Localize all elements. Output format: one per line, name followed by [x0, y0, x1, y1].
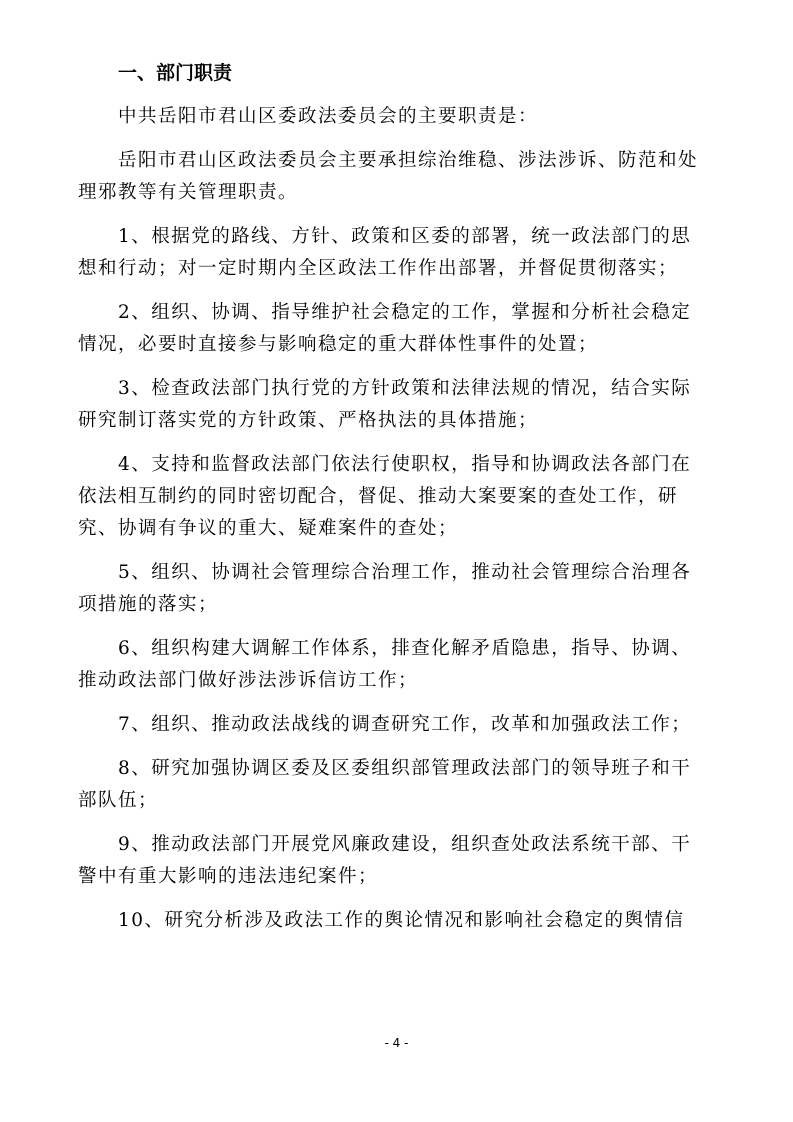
duty-item-10: 10、研究分析涉及政法工作的舆论情况和影响社会稳定的舆情信: [118, 910, 685, 931]
spacer: [118, 285, 706, 297]
section-heading: 一、部门职责: [118, 62, 233, 84]
duty-item-2: 2、组织、协调、指导维护社会稳定的工作，掌握和分析社会稳定情况，必要时直接参与影响稳定的重大群体性事件的处置；: [78, 302, 692, 355]
duty-item-5: 5、组织、协调社会管理综合治理工作，推动社会管理综合治理各项措施的落实；: [78, 562, 692, 615]
spacer: [118, 133, 706, 145]
duty-item-3: 3、检查政法部门执行党的方针政策和法律法规的情况，结合实际研究制订落实党的方针政策、严格执法的具体措施；: [78, 378, 692, 431]
duty-item-8: 8、研究加强协调区委及区委组织部管理政法部门的领导班子和干部队伍；: [78, 758, 692, 811]
spacer: [118, 437, 706, 449]
intro-paragraph: 中共岳阳市君山区委政法委员会的主要职责是：: [118, 106, 539, 127]
spacer: [118, 697, 706, 709]
duty-item-9: 9、推动政法部门开展党风廉政建设，组织查处政法系统干部、干警中有重大影响的违法违纪案件；: [78, 834, 692, 887]
duty-item-6: 6、组织构建大调解工作体系，排查化解矛盾隐患，指导、协调、推动政法部门做好涉法涉诉信访工作；: [78, 638, 692, 691]
duty-item-1: 1、根据党的路线、方针、政策和区委的部署，统一政法部门的思想和行动；对一定时期内全区政法工作作出部署，并督促贯彻落实；: [78, 226, 692, 279]
page-number: - 4 -: [384, 1036, 409, 1050]
spacer: [118, 621, 706, 633]
spacer: [118, 817, 706, 829]
spacer: [118, 89, 706, 101]
duty-item-4: 4、支持和监督政法部门依法行使职权，指导和协调政法各部门在依法相互制约的同时密切配合，督促、推动大案要案的查处工作，研究、协调有争议的重大、疑难案件的查处；: [78, 454, 692, 539]
spacer: [118, 741, 706, 753]
spacer: [118, 893, 706, 905]
document-body: [78, 57, 706, 937]
duty-item-7: 7、组织、推动政法战线的调查研究工作，改革和加强政法工作；: [118, 714, 692, 735]
spacer: [118, 209, 706, 221]
spacer: [118, 361, 706, 373]
summary-paragraph: 岳阳市君山区政法委员会主要承担综治维稳、涉法涉诉、防范和处理邪教等有关管理职责。: [78, 150, 699, 203]
spacer: [118, 545, 706, 557]
